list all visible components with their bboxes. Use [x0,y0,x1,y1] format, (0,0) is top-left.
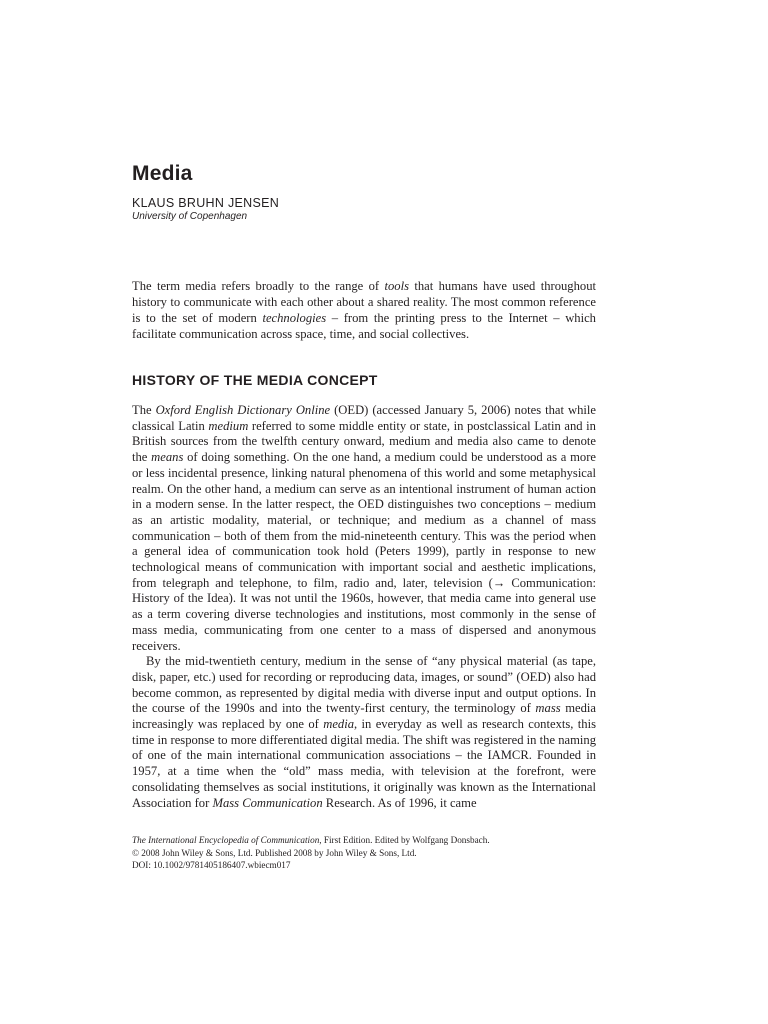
author-affiliation: University of Copenhagen [132,211,248,222]
section-heading: HISTORY OF THE MEDIA CONCEPT [132,372,378,388]
document-page [132,0,596,1024]
author-name: KLAUS BRUHN JENSEN [132,196,280,210]
body-paragraph-2: By the mid-twentieth century, medium in the sense of “any physical material (as tape, disk, paper, etc.) used for recording or reproducing data, images, or sound” (OED) also had become common, as represented by digital media with diverse input and output options. In the course of the 1990s and into the twenty-first century, the terminology of mass media increasingly was replaced by one of media, in everyday as well as research contexts, this time in response to more differentiated digital media. The shift was registered in the naming of one of the main international communication associations – the IAMCR. Founded in 1957, at a time when the “old” mass media, with television at the forefront, were consolidating themselves as social institutions, it originally was known as the International Association for Mass Communication Research. As of 1996, it came [132,654,596,810]
section-body [132,403,596,811]
body-paragraph-1: The Oxford English Dictionary Online (OED) (accessed January 5, 2006) notes that while classical Latin medium referred to some middle entity or state, in postclassical Latin and in British sources from the twelfth century onward, medium and media also came to denote the means of doing something. On the one hand, a medium could be understood as a more or less incidental presence, linking natural phenomena of this world and some metaphysical realm. On the other hand, a medium can serve as an intentional instrument of human action in a modern sense. In the latter respect, the OED distinguishes two conceptions – medium as an artistic modality, material, or technique; and medium as a channel of mass communication – both of them from the mid-nineteenth century. This was the period when a general idea of communication took hold (Peters 1999), partly in response to new technological means of communication with important social and aesthetic implications, from telegraph and telephone, to film, radio and, later, television (→ Communication: History of the Idea). It was not until the 1960s, however, that media came into general use as a term covering diverse technologies and institutions, most commonly in the sense of mass media, communicating from one center to a mass of dispersed and anonymous receivers. [132,403,596,653]
footer-copyright: © 2008 John Wiley & Sons, Ltd. Published 2008 by John Wiley & Sons, Ltd. [132,847,417,858]
copyright-footer [132,834,596,872]
abstract-paragraph: The term media refers broadly to the range of tools that humans have used throughout history to communicate with each other about a shared reality. The most common reference is to the set of modern technologies – from the printing press to the Internet – which facilitate communication across space, time, and social collectives. [132,279,596,341]
article-title: Media [132,162,193,185]
footer-citation: The International Encyclopedia of Communication, First Edition. Edited by Wolfgang Donsbach. [132,835,490,845]
footer-doi: DOI: 10.1002/9781405186407.wbiecm017 [132,860,291,870]
